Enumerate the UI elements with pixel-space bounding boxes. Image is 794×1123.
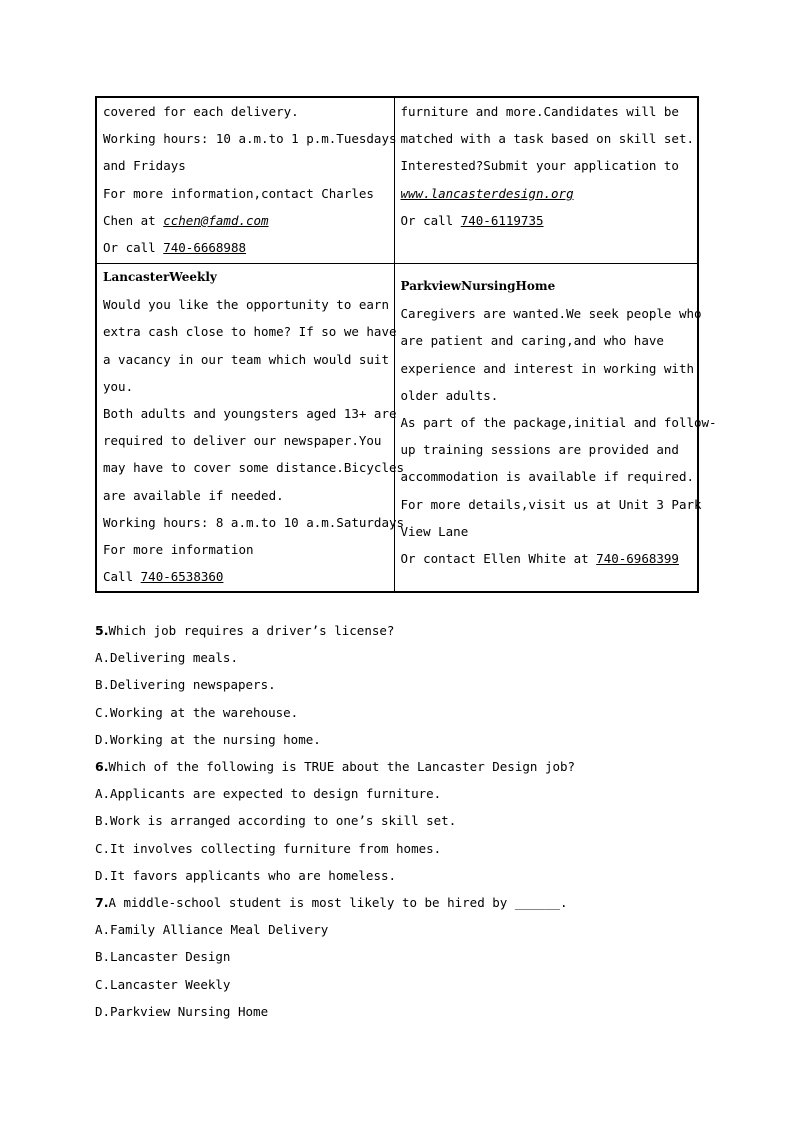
answer-option: C.Lancaster Weekly bbox=[95, 976, 231, 992]
ad-text-line: experience and interest in working with bbox=[400, 360, 694, 376]
question-text: Which of the following is TRUE about the Lancaster Design job? bbox=[108, 759, 576, 775]
question-number: 5. bbox=[95, 623, 109, 638]
table-row bbox=[96, 264, 698, 593]
answer-option: D.It favors applicants who are homeless. bbox=[95, 867, 397, 883]
ad-text-line: may have to cover some distance.Bicycles bbox=[103, 460, 405, 476]
phone-line bbox=[401, 545, 692, 572]
ad-text-line: Working hours: 8 a.m.to 10 a.m.Saturdays bbox=[103, 514, 405, 530]
ad-text-line: Working hours: 10 a.m.to 1 p.m.Tuesdays bbox=[103, 131, 397, 147]
call-prefix: Or call bbox=[400, 212, 461, 228]
ad-text-line: and Fridays bbox=[103, 158, 186, 174]
ad-text-line: are available if needed. bbox=[103, 487, 284, 503]
ad-text-line: furniture and more.Candidates will be bbox=[400, 104, 679, 119]
phone-line bbox=[103, 234, 388, 261]
ad-text-line: covered for each delivery. bbox=[103, 104, 299, 119]
answer-option: D.Parkview Nursing Home bbox=[95, 1003, 269, 1019]
ad-text-line: extra cash close to home? If so we have bbox=[103, 324, 397, 340]
parkview-nursing-home-ad bbox=[394, 264, 717, 593]
contact-prefix: Or contact Ellen White at bbox=[400, 551, 597, 567]
ad-text-line: As part of the package,initial and follow- bbox=[400, 415, 717, 431]
question-5 bbox=[95, 617, 705, 753]
email-link[interactable]: cchen@famd.com bbox=[163, 212, 269, 228]
question-text: Which job requires a driver’s license? bbox=[108, 623, 395, 638]
question-stem bbox=[95, 889, 705, 916]
job-ads-table bbox=[95, 96, 717, 593]
phone-link[interactable]: 740-6668988 bbox=[163, 240, 247, 256]
website-link[interactable]: www.lancasterdesign.org bbox=[400, 185, 574, 201]
ad-title: LancasterWeekly bbox=[103, 270, 217, 284]
answer-option: C.Working at the warehouse. bbox=[95, 704, 299, 720]
ad-text-line: Both adults and youngsters aged 13+ are bbox=[103, 406, 397, 422]
phone-line bbox=[401, 207, 692, 234]
question-number: 7. bbox=[95, 895, 109, 911]
ad-title: ParkviewNursingHome bbox=[400, 279, 556, 293]
question-6 bbox=[95, 753, 705, 889]
answer-option: B.Lancaster Design bbox=[95, 949, 231, 965]
answer-option: B.Work is arranged according to one’s skill set. bbox=[95, 813, 457, 829]
answer-option: B.Delivering newspapers. bbox=[95, 677, 276, 693]
ad-text-line: For more information bbox=[103, 542, 254, 558]
ad-text-line: older adults. bbox=[400, 387, 499, 403]
lancaster-weekly-ad bbox=[96, 264, 405, 593]
call-prefix: Call bbox=[103, 569, 141, 585]
phone-link[interactable]: 740-6119735 bbox=[460, 212, 544, 228]
ad-text-line: For more information,contact Charles bbox=[103, 185, 374, 201]
questions-section bbox=[95, 617, 705, 1025]
email-line bbox=[103, 207, 388, 234]
table-row bbox=[96, 97, 698, 264]
ad-text-line: required to deliver our newspaper.You bbox=[103, 433, 382, 449]
ad-text-line: up training sessions are provided and bbox=[400, 442, 679, 458]
question-stem bbox=[95, 753, 705, 780]
question-number: 6. bbox=[95, 759, 109, 775]
ad-text-line: matched with a task based on skill set. bbox=[400, 131, 694, 147]
email-prefix: Chen at bbox=[103, 212, 164, 228]
question-text: A middle-school student is most likely to be hired by ______. bbox=[108, 895, 568, 911]
answer-option: D.Working at the nursing home. bbox=[95, 731, 321, 747]
answer-option: A.Delivering meals. bbox=[95, 650, 238, 666]
ad-text-line: View Lane bbox=[400, 523, 469, 539]
answer-option: A.Applicants are expected to design furniture. bbox=[95, 786, 442, 802]
ad-text-line: Caregivers are wanted.We seek people who bbox=[400, 306, 702, 322]
phone-line bbox=[103, 563, 388, 590]
ad-text-line: For more details,visit us at Unit 3 Park bbox=[400, 496, 702, 512]
question-7 bbox=[95, 889, 705, 1025]
answer-option: C.It involves collecting furniture from homes. bbox=[95, 840, 442, 856]
phone-link[interactable]: 740-6538360 bbox=[140, 569, 224, 585]
phone-link[interactable]: 740-6968399 bbox=[596, 551, 679, 567]
website-line bbox=[401, 180, 692, 207]
ad-text-line: a vacancy in our team which would suit bbox=[103, 351, 389, 367]
call-prefix: Or call bbox=[103, 240, 164, 256]
answer-option: A.Family Alliance Meal Delivery bbox=[95, 922, 329, 938]
ad-text-line: accommodation is available if required. bbox=[400, 469, 694, 485]
meal-delivery-ad-continued bbox=[96, 97, 397, 264]
ad-text-line: you. bbox=[103, 378, 134, 394]
lancaster-design-ad-continued bbox=[394, 97, 698, 264]
ad-text-line: Would you like the opportunity to earn bbox=[103, 297, 389, 313]
question-stem bbox=[95, 617, 705, 644]
ad-text-line: Interested?Submit your application to bbox=[400, 158, 679, 174]
ad-text-line: are patient and caring,and who have bbox=[400, 333, 664, 349]
